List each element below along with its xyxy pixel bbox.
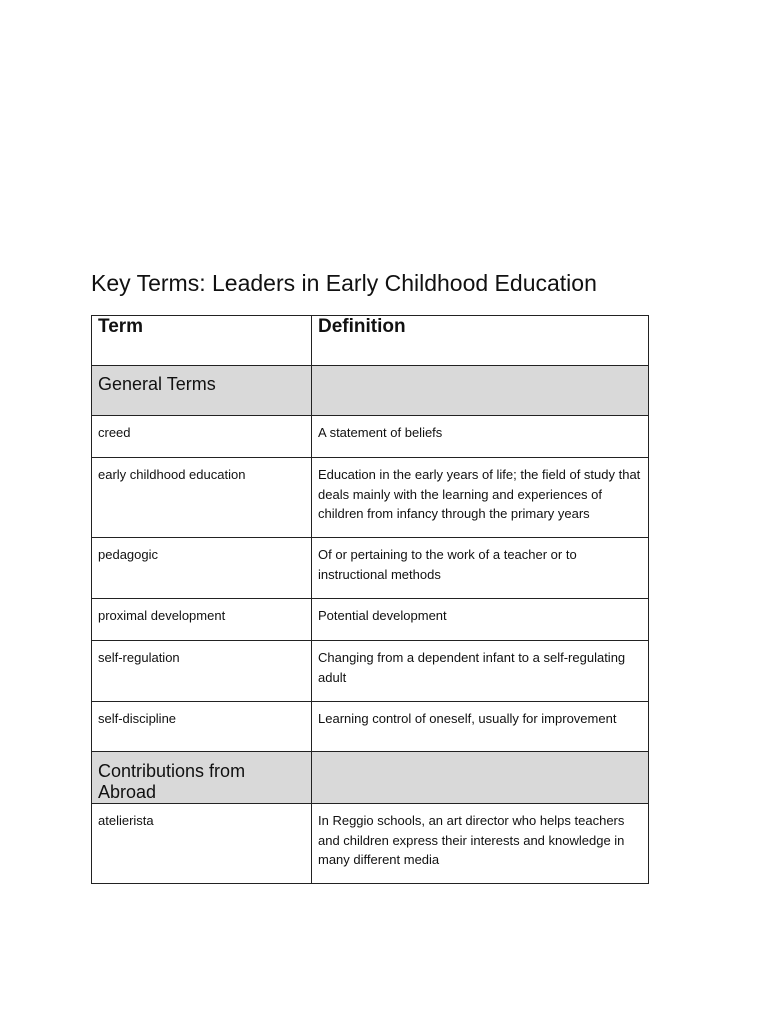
definition-cell: Potential development xyxy=(312,599,649,641)
table-row xyxy=(92,641,649,702)
section-row-contributions-from-abroad xyxy=(92,752,649,804)
table-row xyxy=(92,416,649,458)
term-cell: self-regulation xyxy=(92,641,312,702)
section-empty-cell xyxy=(312,752,649,804)
term-cell: atelierista xyxy=(92,804,312,884)
section-row-general-terms xyxy=(92,366,649,416)
term-column-header: Term xyxy=(92,316,312,366)
section-empty-cell xyxy=(312,366,649,416)
key-terms-table xyxy=(91,315,649,884)
table-row xyxy=(92,804,649,884)
definition-cell: Learning control of oneself, usually for improvement xyxy=(312,702,649,752)
table-row xyxy=(92,599,649,641)
page-title: Key Terms: Leaders in Early Childhood Education xyxy=(91,270,597,296)
table-row xyxy=(92,702,649,752)
term-cell: pedagogic xyxy=(92,538,312,599)
section-label: General Terms xyxy=(92,366,312,416)
term-cell: early childhood education xyxy=(92,458,312,538)
table-row xyxy=(92,458,649,538)
definition-cell: Of or pertaining to the work of a teacher or to instructional methods xyxy=(312,538,649,599)
definition-cell: A statement of beliefs xyxy=(312,416,649,458)
definition-column-header: Definition xyxy=(312,316,649,366)
table-header-row xyxy=(92,316,649,366)
term-cell: proximal development xyxy=(92,599,312,641)
term-cell: self-discipline xyxy=(92,702,312,752)
definition-cell: Changing from a dependent infant to a self-regulating adult xyxy=(312,641,649,702)
definition-cell: Education in the early years of life; the field of study that deals mainly with the learning and experiences of children from infancy through the primary years xyxy=(312,458,649,538)
table-row xyxy=(92,538,649,599)
term-cell: creed xyxy=(92,416,312,458)
section-label: Contributions from Abroad xyxy=(92,752,312,804)
definition-cell: In Reggio schools, an art director who helps teachers and children express their interests and knowledge in many different media xyxy=(312,804,649,884)
